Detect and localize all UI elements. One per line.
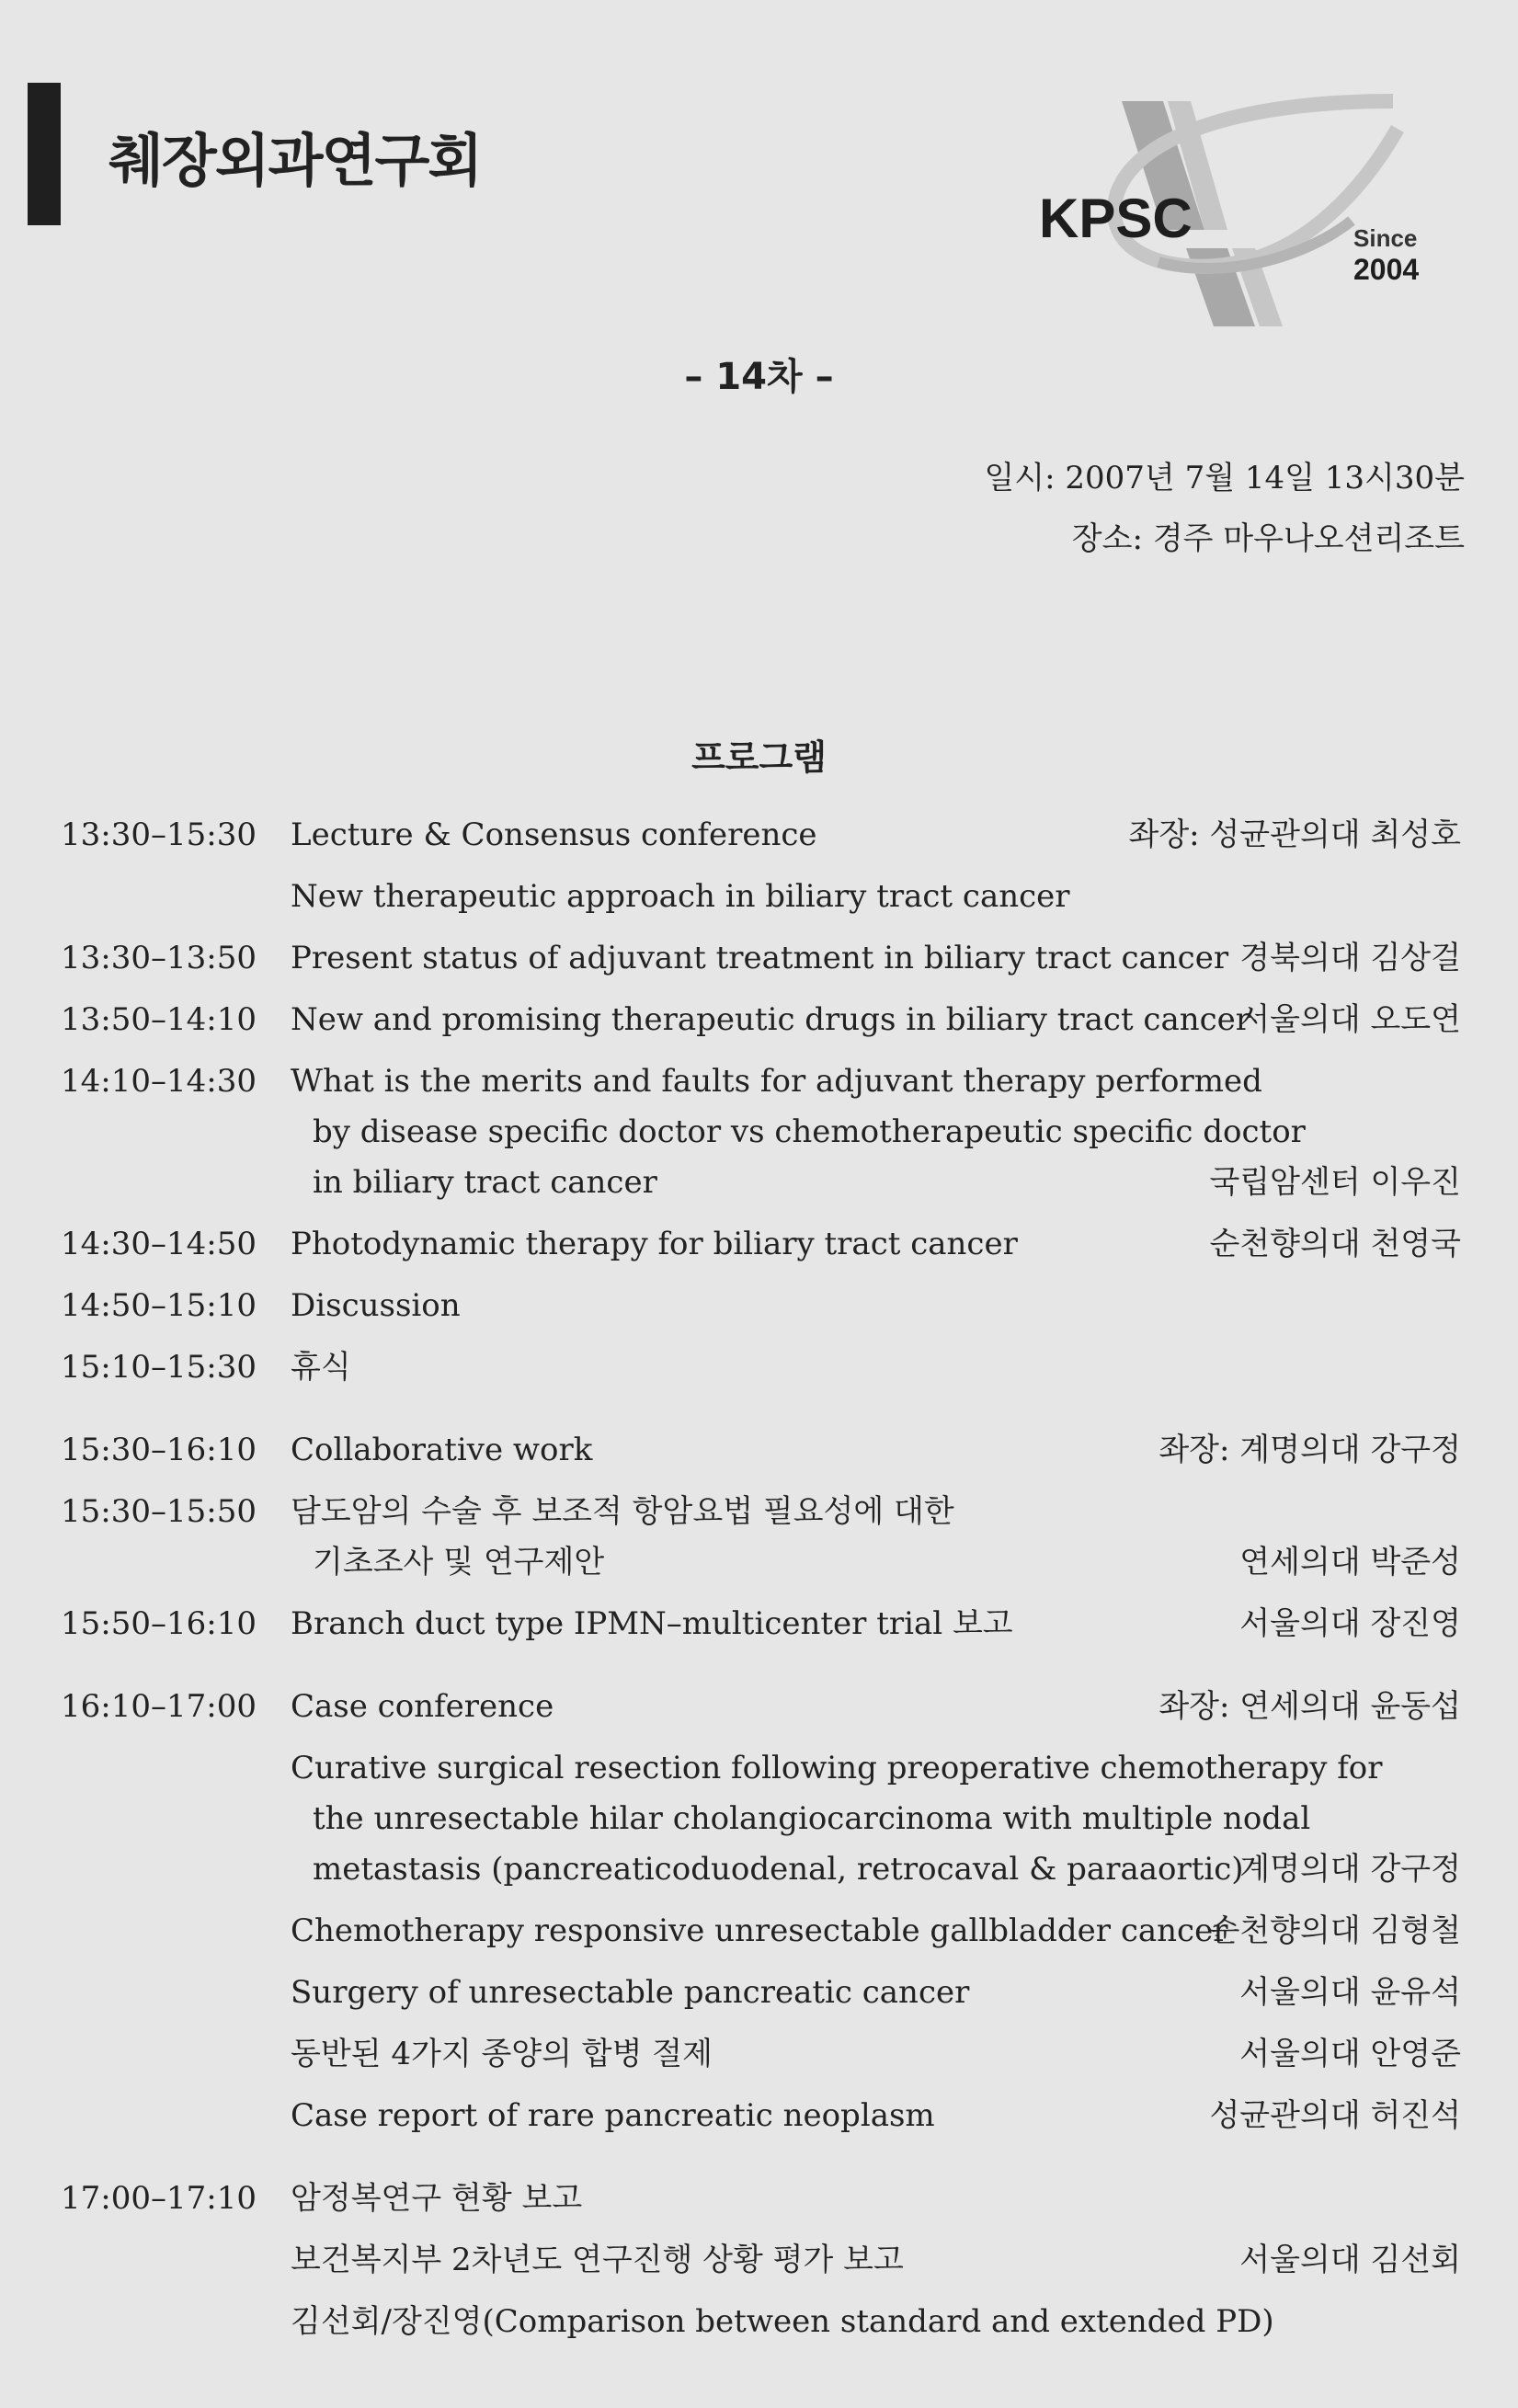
schedule-row bbox=[0, 2173, 1518, 2224]
row-time: 13:50–14:10 bbox=[61, 1001, 257, 1038]
row-topic: metastasis (pancreaticoduodenal, retrocaval & paraaortic) bbox=[313, 1851, 1244, 1888]
schedule-row bbox=[0, 2296, 1518, 2347]
row-topic: Discussion bbox=[291, 1287, 461, 1324]
schedule-row bbox=[0, 1905, 1518, 1957]
event-date: 일시: 2007년 7월 14일 13시30분 bbox=[984, 460, 1465, 496]
row-topic: 암정복연구 현황 보고 bbox=[291, 2180, 583, 2217]
row-speaker: 서울의대 안영준 bbox=[1239, 2036, 1461, 2072]
row-speaker: 서울의대 오도연 bbox=[1239, 1001, 1461, 1038]
row-speaker: 좌장: 연세의대 윤동섭 bbox=[1158, 1688, 1461, 1725]
row-speaker: 계명의대 강구정 bbox=[1239, 1851, 1461, 1888]
program-heading: 프로그램 bbox=[691, 737, 827, 778]
row-topic: 보건복지부 2차년도 연구진행 상황 평가 보고 bbox=[291, 2242, 904, 2278]
row-topic: in biliary tract cancer bbox=[313, 1164, 657, 1201]
row-topic: Case conference bbox=[291, 1688, 554, 1725]
schedule-row bbox=[0, 2090, 1518, 2141]
row-time: 13:30–15:30 bbox=[61, 816, 257, 853]
row-speaker: 서울의대 김선회 bbox=[1239, 2242, 1461, 2278]
row-time: 16:10–17:00 bbox=[61, 1688, 257, 1725]
row-speaker: 성균관의대 허진석 bbox=[1209, 2097, 1461, 2134]
row-topic: Present status of adjuvant treatment in biliary tract cancer bbox=[291, 940, 1229, 976]
schedule-row bbox=[0, 1056, 1518, 1107]
row-topic: 담도암의 수술 후 보조적 항암요법 필요성에 대한 bbox=[291, 1493, 954, 1530]
event-venue: 장소: 경주 마우나오션리조트 bbox=[1071, 520, 1465, 557]
row-time: 14:50–15:10 bbox=[61, 1287, 257, 1324]
row-topic: the unresectable hilar cholangiocarcinoma with multiple nodal bbox=[313, 1800, 1311, 1837]
schedule-row bbox=[0, 1598, 1518, 1649]
title-accent-bar bbox=[28, 83, 61, 225]
row-time: 15:10–15:30 bbox=[61, 1349, 257, 1386]
row-topic: New and promising therapeutic drugs in biliary tract cancer bbox=[291, 1001, 1251, 1038]
row-topic: What is the merits and faults for adjuvant therapy performed bbox=[291, 1063, 1262, 1100]
schedule-row bbox=[0, 809, 1518, 861]
schedule-row bbox=[0, 1341, 1518, 1393]
logo-year: 2004 bbox=[1353, 253, 1420, 286]
schedule-row bbox=[0, 1157, 1518, 1208]
row-topic: Curative surgical resection following preoperative chemotherapy for bbox=[291, 1750, 1383, 1786]
logo-text: KPSC bbox=[1039, 188, 1193, 249]
schedule-row bbox=[0, 1106, 1518, 1158]
schedule-row bbox=[0, 871, 1518, 922]
logo-since: Since bbox=[1353, 224, 1418, 252]
session-number: – 14차 – bbox=[684, 356, 834, 398]
kpsc-logo bbox=[1030, 74, 1489, 340]
page-title: 췌장외과연구회 bbox=[108, 127, 482, 194]
schedule-row bbox=[0, 1424, 1518, 1476]
schedule-row bbox=[0, 932, 1518, 984]
row-time: 14:10–14:30 bbox=[61, 1063, 257, 1100]
schedule-row bbox=[0, 2234, 1518, 2286]
row-time: 15:30–16:10 bbox=[61, 1432, 257, 1468]
row-topic: Surgery of unresectable pancreatic cancer bbox=[291, 1974, 970, 2011]
row-topic: Photodynamic therapy for biliary tract cancer bbox=[291, 1226, 1018, 1262]
row-time: 15:30–15:50 bbox=[61, 1493, 257, 1530]
row-speaker: 순천향의대 김형철 bbox=[1209, 1912, 1461, 1949]
row-topic: Collaborative work bbox=[291, 1432, 593, 1468]
row-topic: Case report of rare pancreatic neoplasm bbox=[291, 2097, 935, 2134]
schedule-row bbox=[0, 1536, 1518, 1588]
row-time: 14:30–14:50 bbox=[61, 1226, 257, 1262]
row-speaker: 연세의대 박준성 bbox=[1239, 1544, 1461, 1581]
row-topic: 휴식 bbox=[291, 1349, 351, 1386]
row-topic: Lecture & Consensus conference bbox=[291, 816, 817, 853]
row-speaker: 경북의대 김상걸 bbox=[1239, 940, 1461, 976]
row-topic: by disease specific doctor vs chemotherapeutic specific doctor bbox=[313, 1113, 1306, 1150]
schedule-row bbox=[0, 1280, 1518, 1331]
schedule-row bbox=[0, 1218, 1518, 1270]
schedule-row bbox=[0, 1843, 1518, 1895]
schedule-row bbox=[0, 1486, 1518, 1537]
schedule-row bbox=[0, 1793, 1518, 1844]
row-topic: New therapeutic approach in biliary tract cancer bbox=[291, 878, 1070, 915]
row-speaker: 서울의대 윤유석 bbox=[1239, 1974, 1461, 2011]
row-time: 13:30–13:50 bbox=[61, 940, 257, 976]
row-topic: 김선회/장진영(Comparison between standard and extended PD) bbox=[291, 2303, 1274, 2340]
row-speaker: 서울의대 장진영 bbox=[1239, 1605, 1461, 1642]
row-topic: Branch duct type IPMN–multicenter trial 보고 bbox=[291, 1605, 1013, 1642]
schedule-row bbox=[0, 1967, 1518, 2018]
row-topic: 동반된 4가지 종양의 합병 절제 bbox=[291, 2036, 713, 2072]
schedule-row bbox=[0, 994, 1518, 1045]
schedule-row bbox=[0, 1681, 1518, 1732]
row-time: 15:50–16:10 bbox=[61, 1605, 257, 1642]
schedule-row bbox=[0, 2028, 1518, 2080]
row-topic: Chemotherapy responsive unresectable gallbladder cancer bbox=[291, 1912, 1228, 1949]
row-speaker: 국립암센터 이우진 bbox=[1209, 1164, 1461, 1201]
row-time: 17:00–17:10 bbox=[61, 2180, 257, 2217]
row-speaker: 좌장: 성균관의대 최성호 bbox=[1128, 816, 1461, 853]
schedule-row bbox=[0, 1742, 1518, 1794]
row-topic: 기초조사 및 연구제안 bbox=[313, 1544, 605, 1581]
row-speaker: 좌장: 계명의대 강구정 bbox=[1158, 1432, 1461, 1468]
row-speaker: 순천향의대 천영국 bbox=[1209, 1226, 1461, 1262]
